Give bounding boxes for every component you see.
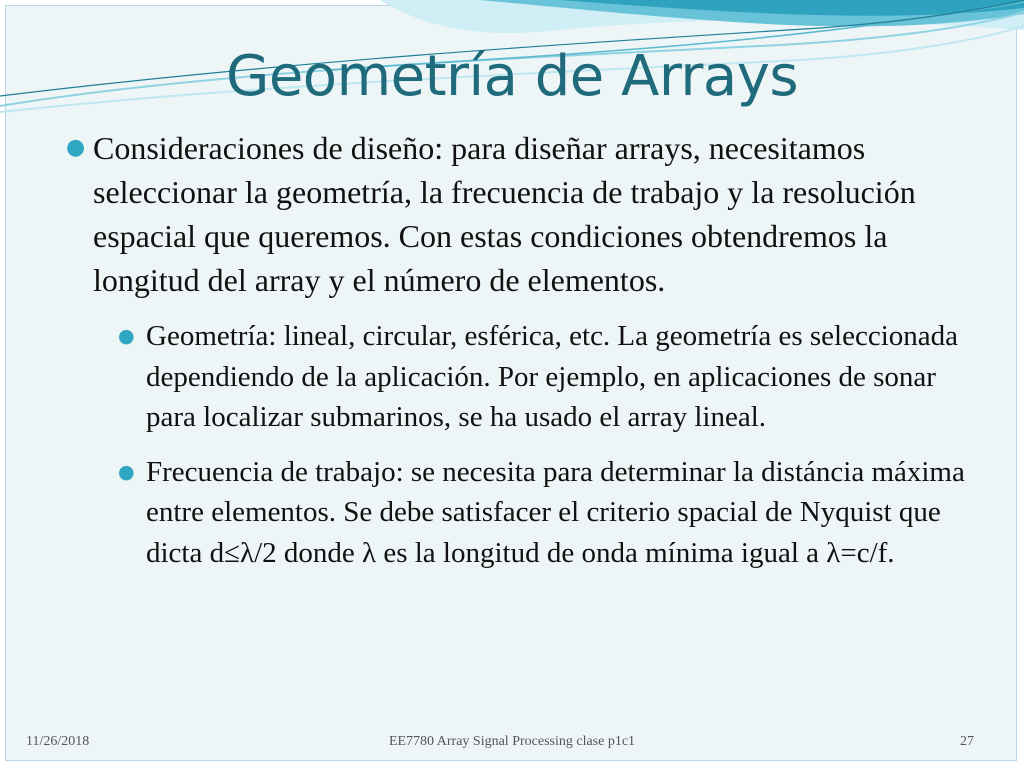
sub-bullet-text: Frecuencia de trabajo: se necesita para determinar la distáncia máxima entre elementos. Se debe satisfacer el criterio spacial de Nyquist que dicta d≤λ/2 donde λ es la longitud de onda mínima igual a λ=c/f. <box>146 455 965 569</box>
slide-body <box>64 126 974 573</box>
bullet-text: Consideraciones de diseño: para diseñar arrays, necesitamos seleccionar la geometría, la frecuencia de trabajo y la resolución espacial que queremos. Con estas condiciones obtendremos la longitud del array y el número de elementos. <box>93 130 916 298</box>
slide-title: Geometría de Arrays <box>225 44 799 109</box>
sub-bullet-dot-icon: ● <box>118 460 135 483</box>
bullet-dot-icon: ● <box>66 135 86 160</box>
sub-bullet-text: Geometría: lineal, circular, esférica, etc. La geometría es seleccionada dependiendo de la aplicación. Por ejemplo, en aplicaciones de sonar para localizar submarinos, se ha usado el array lineal. <box>146 320 958 433</box>
sub-bullet-dot-icon: ● <box>118 325 135 347</box>
sub-bullet-item <box>116 316 974 438</box>
sub-bullet-item <box>116 452 974 574</box>
footer-page-number: 27 <box>960 734 974 749</box>
footer-date: 11/26/2018 <box>26 734 90 749</box>
bullet-item <box>64 126 974 302</box>
footer-course: EE7780 Array Signal Processing clase p1c1 <box>388 734 636 749</box>
